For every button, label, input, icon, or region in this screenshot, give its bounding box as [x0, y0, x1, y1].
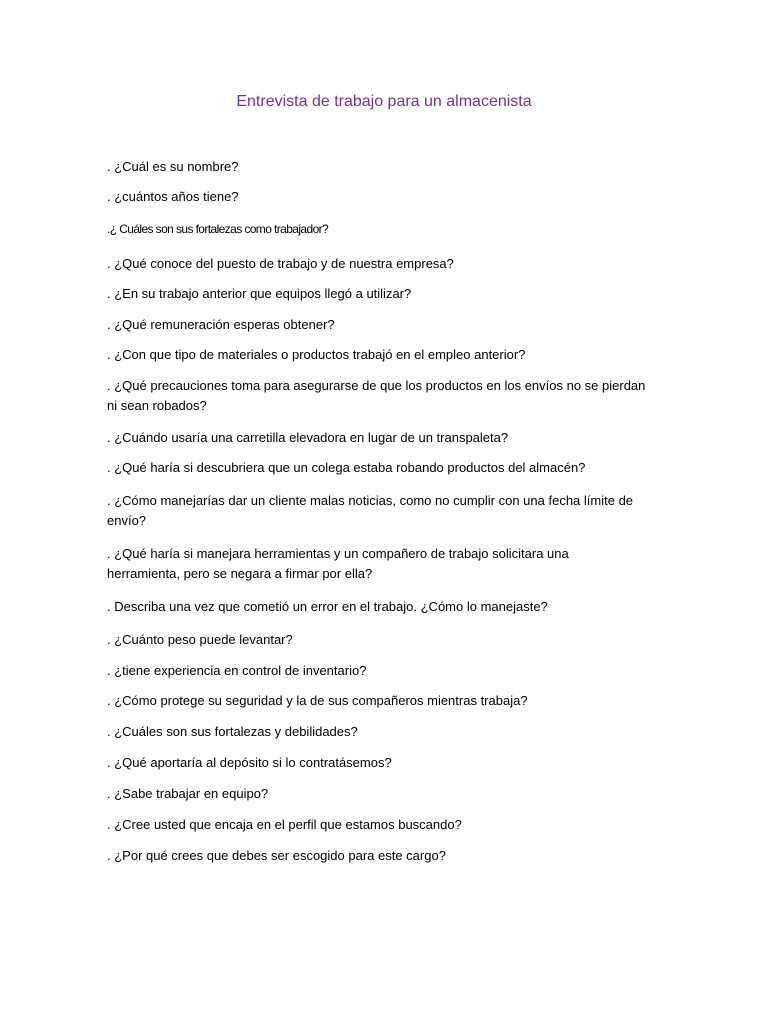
question-item: . ¿Cuáles son sus fortalezas y debilidades? — [107, 724, 358, 739]
question-item: . ¿Sabe trabajar en equipo? — [107, 786, 269, 801]
question-item: . ¿Qué haría si manejara herramientas y un compañero de trabajo solicitara una herramienta, pero se negara a firmar por ella? — [107, 546, 569, 581]
question-item: . ¿Qué conoce del puesto de trabajo y de nuestra empresa? — [107, 256, 454, 271]
question-item: . ¿Cuál es su nombre? — [107, 159, 239, 174]
question-item: . ¿Cuánto peso puede levantar? — [107, 632, 293, 647]
question-item: . ¿Cree usted que encaja en el perfil que estamos buscando? — [107, 817, 462, 832]
question-item: . ¿Qué remuneración esperas obtener? — [107, 317, 335, 332]
question-item: . ¿En su trabajo anterior que equipos llegó a utilizar? — [107, 286, 412, 301]
question-item: . ¿Con que tipo de materiales o productos trabajó en el empleo anterior? — [107, 347, 526, 362]
question-item: . ¿Qué haría si descubriera que un colega estaba robando productos del almacén? — [107, 460, 586, 475]
question-item: . ¿Cuándo usaría una carretilla elevadora en lugar de un transpaleta? — [107, 430, 509, 445]
question-item: . Describa una vez que cometió un error en el trabajo. ¿Cómo lo manejaste? — [107, 599, 548, 614]
question-item: . ¿cuántos años tiene? — [107, 189, 239, 204]
question-item: . ¿Qué aportaría al depósito si lo contratásemos? — [107, 755, 392, 770]
document-title: Entrevista de trabajo para un almacenista — [236, 93, 532, 110]
question-item: . ¿Qué precauciones toma para asegurarse de que los productos en los envíos no se pierdan ni sean robados? — [107, 378, 646, 413]
question-item: . ¿Por qué crees que debes ser escogido para este cargo? — [107, 848, 446, 863]
question-item: . ¿Cómo manejarías dar un cliente malas noticias, como no cumplir con una fecha límite de envío? — [107, 493, 634, 528]
question-item: . ¿tiene experiencia en control de inventario? — [107, 663, 367, 678]
question-item: .¿ Cuáles son sus fortalezas como trabajador? — [107, 222, 329, 236]
question-item: . ¿Cómo protege su seguridad y la de sus compañeros mientras trabaja? — [107, 693, 528, 708]
